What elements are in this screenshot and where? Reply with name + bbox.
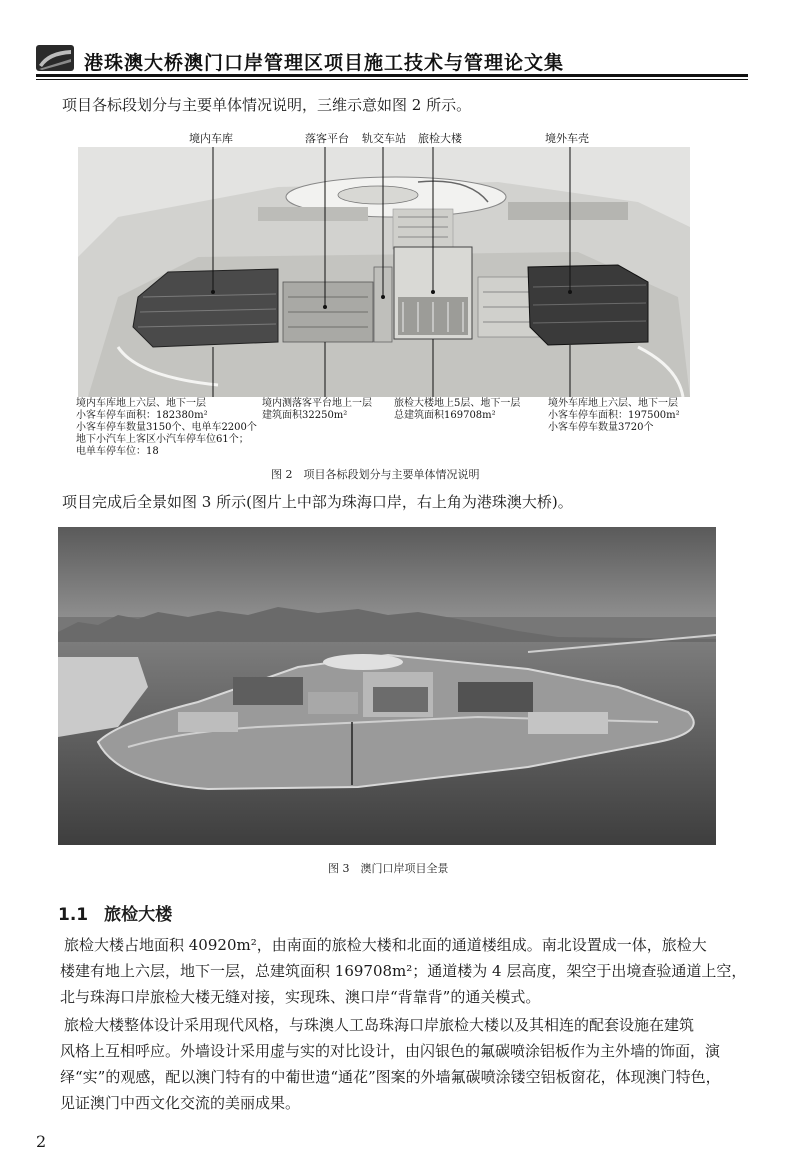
page-number: 2	[36, 1132, 47, 1151]
label-inspection-building: 旅检大楼	[418, 132, 462, 145]
label-overseas-garage: 境外车壳	[545, 132, 589, 145]
figure-3-caption: 图 3 澳门口岸项目全景	[328, 862, 449, 875]
book-logo	[36, 45, 74, 71]
figure-2-caption: 图 2 项目各标段划分与主要单体情况说明	[271, 468, 480, 481]
label-dropoff-platform: 落客平台	[305, 132, 349, 145]
paragraph-1: 旅检大楼占地面积 40920m²，由南面的旅检大楼和北面的通道楼组成。南北设置成一体，旅检大 楼建有地上六层，地下一层，总建筑面积 169708m²；通道楼为 4 层高度，架空于出境查验通道上空， 北与珠海口岸旅检大楼无缝对接，实现珠、澳口岸“背靠背”的通关模式。	[60, 936, 747, 1006]
note-dropoff-platform: 境内测落客平台地上一层 建筑面积32250m²	[262, 398, 372, 421]
paragraph-2: 旅检大楼整体设计采用现代风格，与珠澳人工岛珠海口岸旅检大楼以及其相连的配套设施在建筑 风格上互相呼应。外墙设计采用虚与实的对比设计，由闪银色的氟碳喷涂铝板作为主外墙的饰面，演 绎“实”的观感，配以澳门特有的中葡世遗“通花”图案的外墙氟碳喷涂镂空铝板窗花，体现澳门特色， 见证澳门中西文化交流的美丽成果。	[60, 1016, 721, 1112]
figure-3-aerial-photo	[58, 527, 716, 845]
section-heading	[58, 900, 172, 925]
note-inspection-building: 旅检大楼地上5层、地下一层 总建筑面积169708m²	[394, 398, 521, 421]
header-rule	[36, 74, 748, 77]
section-number: 1.1	[58, 905, 89, 925]
fig3-lead-text: 项目完成后全景如图 3 所示(图片上中部为珠海口岸，右上角为港珠澳大桥)。	[62, 493, 573, 511]
note-domestic-garage: 境内车库地上六层、地下一层 小客车停车面积：182380m² 小客车停车数量3150个、电单车2200个 地下小汽车上客区小汽车停车位61个； 电单车停车位：18	[76, 398, 257, 457]
header-rule-thin	[36, 79, 748, 80]
label-rail-station: 轨交车站	[362, 132, 406, 145]
figure-2-site-rendering	[78, 147, 690, 397]
section-title: 旅检大楼	[104, 905, 173, 925]
running-header-title: 港珠澳大桥澳门口岸管理区项目施工技术与管理论文集	[84, 52, 565, 74]
note-overseas-garage: 境外车库地上六层、地下一层 小客车停车面积：197500m² 小客车停车数量3720个	[548, 398, 680, 433]
label-domestic-garage: 境内车库	[189, 132, 233, 145]
fig2-lead-text: 项目各标段划分与主要单体情况说明，三维示意如图 2 所示。	[62, 96, 472, 114]
